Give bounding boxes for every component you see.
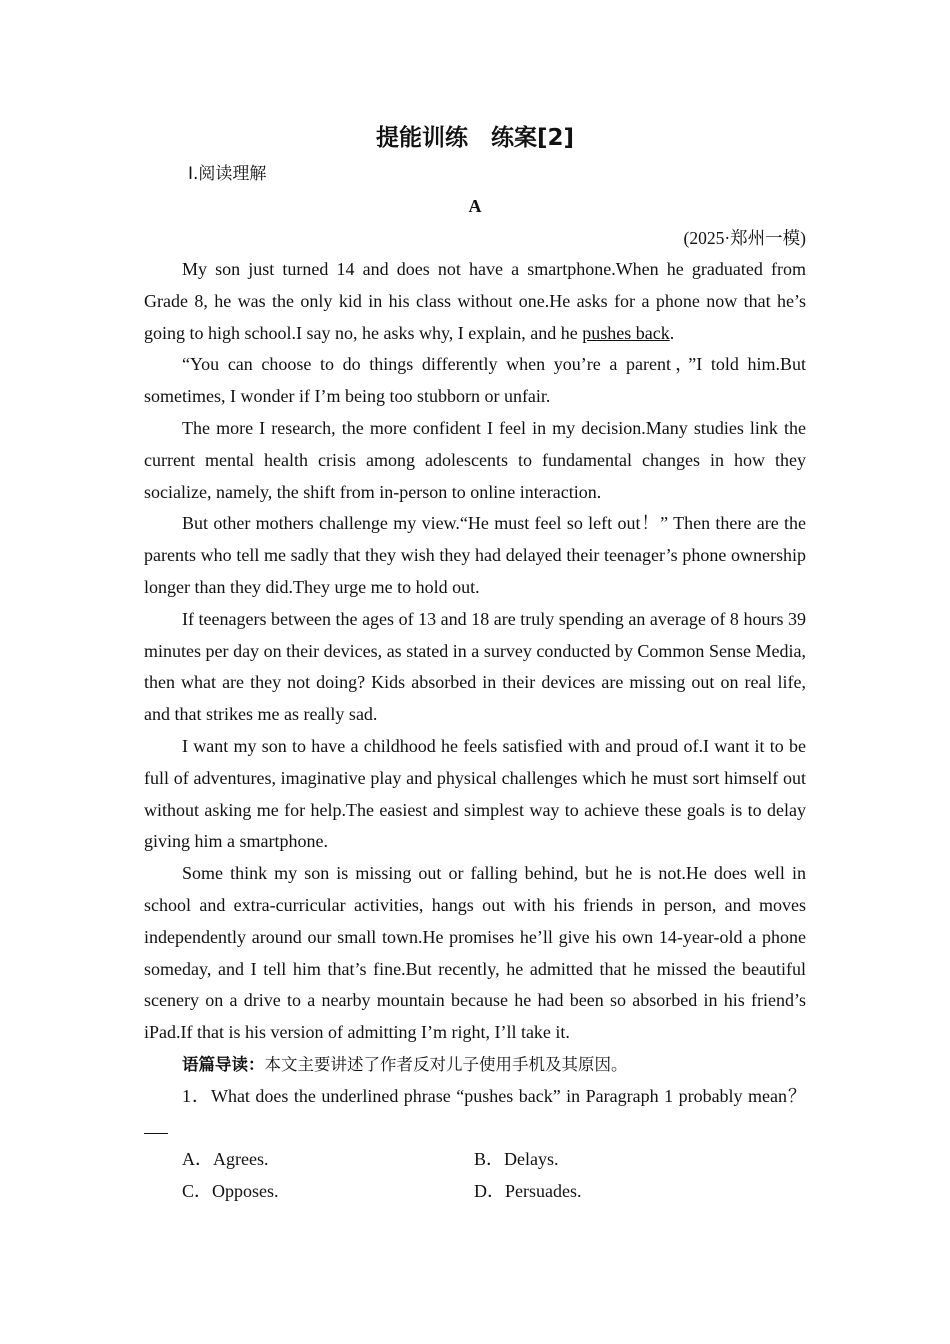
passage-label: A — [468, 196, 482, 216]
page-title: 提能训练 练案[2] — [375, 125, 575, 151]
option-c[interactable]: C．Opposes. — [182, 1181, 279, 1202]
paragraph-1-end: . — [669, 322, 675, 343]
paragraph-2: “You can choose to do things differently when you’re a parent，”I told him.But sometimes, I wonder if I’m being too stubborn or unfair. — [144, 354, 806, 407]
paragraph-5: If teenagers between the ages of 13 and 18 are truly spending an average of 8 hours 39 minutes per day on their devices, as stated in a survey conducted by Common Sense Media, then what are they not doing? Kids absorbed in their devices are missing out on real life, and that strikes me as really sad. — [144, 608, 806, 725]
question-1-options — [144, 1144, 806, 1208]
section-heading: Ⅰ.阅读理解 — [188, 164, 267, 184]
option-b[interactable]: B．Delays. — [474, 1149, 559, 1170]
reading-guide — [144, 1049, 806, 1081]
question-1 — [144, 1081, 806, 1145]
paragraph-4: But other mothers challenge my view.“He must feel so left out！” Then there are the parents who tell me sadly that they wish they had delayed their teenager’s phone ownership longer than they did.They urge me to hold out. — [144, 513, 806, 597]
question-1-text: 1．What does the underlined phrase “pushes back” in Paragraph 1 probably mean？ — [182, 1085, 806, 1106]
option-a[interactable]: A．Agrees. — [182, 1149, 269, 1170]
paragraph-6: I want my son to have a childhood he feels satisfied with and proud of.I want it to be full of adventures, imaginative play and physical challenges which he must sort himself out without asking me for help.The easiest and simplest way to achieve these goals is to delay giving him a smartphone. — [144, 735, 806, 852]
paragraph-1 — [144, 254, 806, 349]
reading-guide-text: 本文主要讲述了作者反对儿子使用手机及其原因。 — [264, 1054, 628, 1074]
paragraph-7: Some think my son is missing out or falling behind, but he is not.He does well in school and extra-curricular activities, hangs out with his friends in person, and moves independently around our small town.He promises he’ll give his own 14-year-old a phone someday, and I tell him that’s fine.But recently, he admitted that he missed the beautiful scenery on a drive to a nearby mountain because he had been so absorbed in his friend’s iPad.If that is his version of admitting I’m right, I’ll take it. — [144, 863, 806, 1043]
option-d[interactable]: D．Persuades. — [474, 1181, 582, 1202]
passage-source: (2025·郑州一模) — [683, 228, 806, 248]
document-page — [144, 118, 806, 1208]
reading-guide-label: 语篇导读： — [182, 1054, 265, 1074]
answer-blank[interactable] — [144, 1117, 168, 1134]
paragraph-3: The more I research, the more confident I feel in my decision.Many studies link the current mental health crisis among adolescents to fundamental changes in how they socialize, namely, the shift from in-person to online interaction. — [144, 417, 806, 502]
paragraph-1-text: My son just turned 14 and does not have a smartphone.When he graduated from Grade 8, he was the only kid in his class without one.He asks for a phone now that he’s going to high school.I say no, he asks why, I explain, and he — [144, 259, 806, 343]
underlined-phrase: pushes back — [582, 322, 670, 343]
